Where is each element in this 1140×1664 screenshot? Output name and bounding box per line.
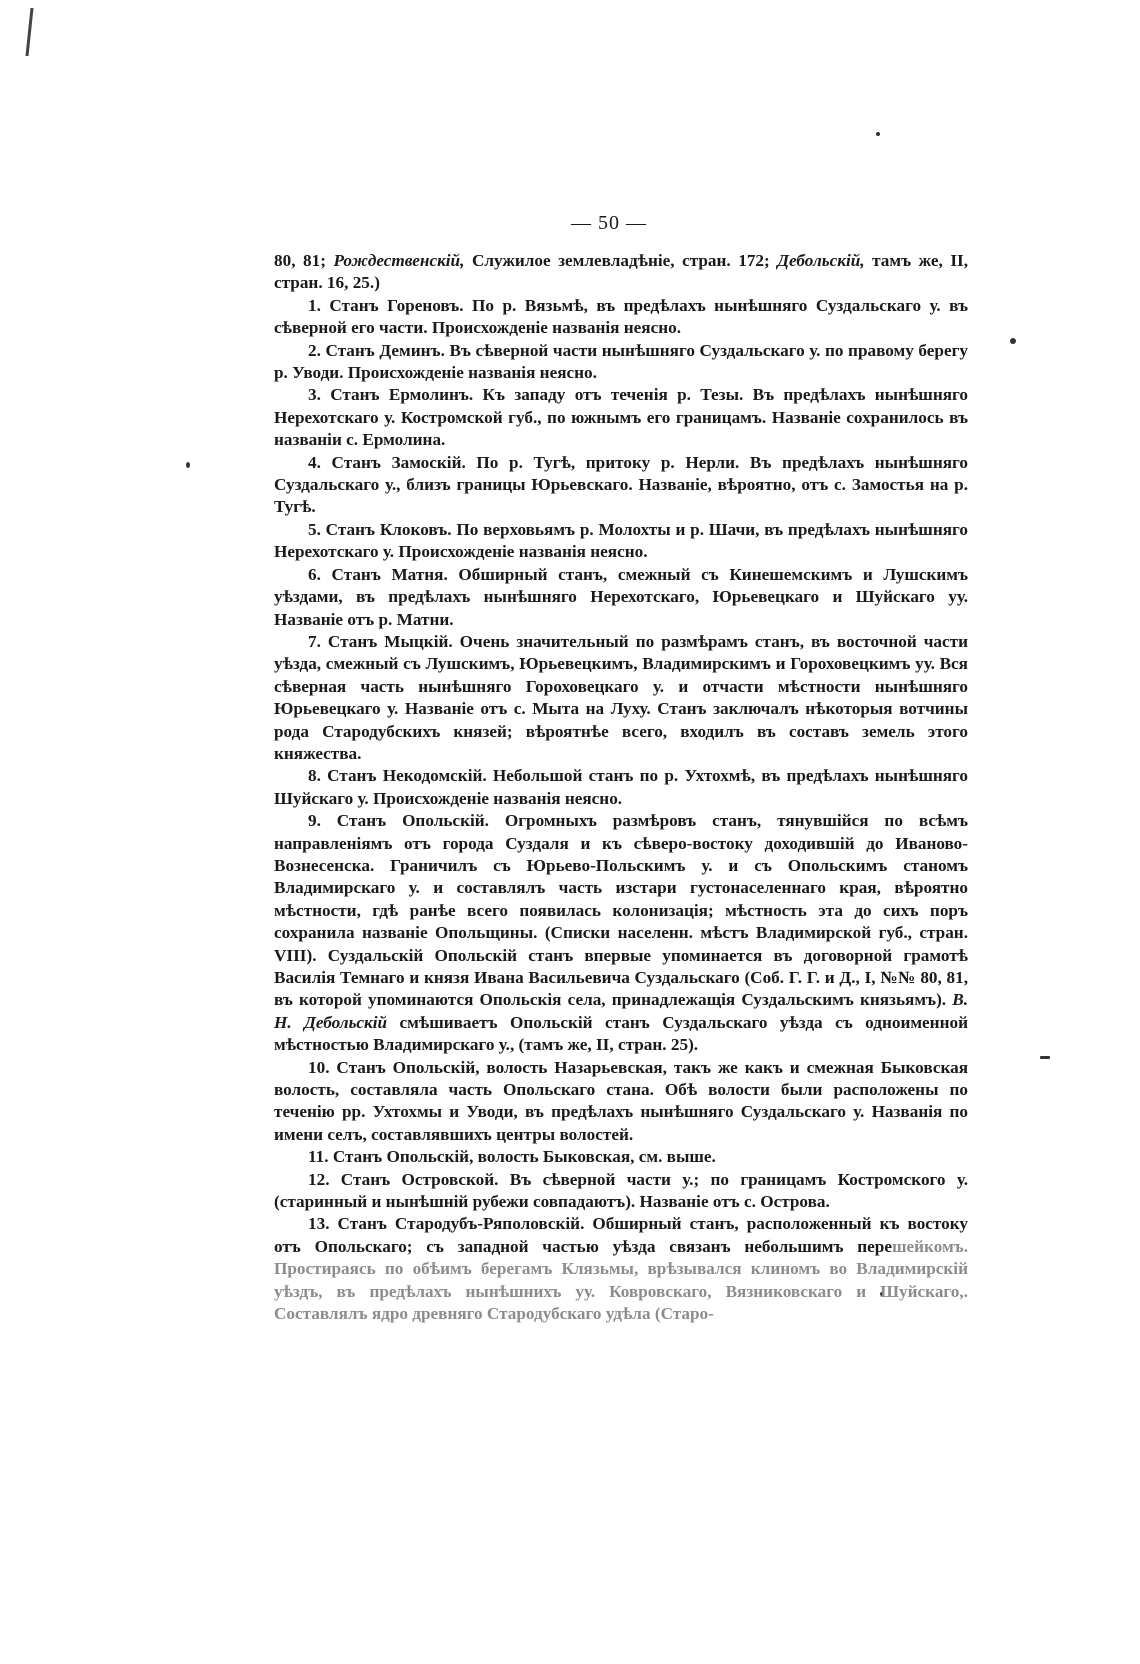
entry-13-text: 13. Станъ Стародубъ-Ряполовскій. Обширный станъ, расположенный къ востоку отъ Опольскаго; съ западной частью уѣзда связанъ небольшимъ пере: [274, 1214, 968, 1256]
entry-13: [274, 1213, 968, 1325]
entry-1: 1. Станъ Гореновъ. По р. Вязьмѣ, въ предѣлахъ нынѣшняго Суздальскаго у. въ сѣверной его части. Происхожденіе названія неясно.: [274, 295, 968, 338]
entry-11: 11. Станъ Опольскій, волость Быковская, см. выше.: [308, 1147, 716, 1167]
author-name: В. Н. Дебольскій: [274, 990, 968, 1032]
entry-4: 4. Станъ Замоскій. По р. Тугѣ, притоку р. Нерли. Въ предѣлахъ нынѣшняго Суздальскаго у., близъ границы Юрьевскаго. Названіе, вѣроятно, отъ с. Замостья на р. Тугѣ.: [274, 452, 968, 517]
entry-13-faded-text: шейкомъ. Простираясь по обѣимъ берегамъ Клязьмы, врѣзывался клиномъ во Владимирскій уѣздъ, въ предѣлахъ нынѣшнихъ уу. Ковровскаго, Вязниковскаго и Шуйскаго,. Составлялъ ядро древняго Стародубскаго удѣла (Старо-: [274, 1236, 968, 1324]
entry-12: 12. Станъ Островской. Въ сѣверной части у.; по границамъ Костромского у. (старинный и нынѣшній рубежи совпадаютъ). Названіе отъ с. Острова.: [274, 1169, 968, 1212]
entry-9-text: смѣшиваетъ Опольскій станъ Суздальскаго уѣзда съ одноименной мѣстностью Владимирскаго у., (тамъ же, II, стран. 25).: [274, 1012, 968, 1055]
entry-9: [274, 810, 968, 1056]
entry-9-text: 9. Станъ Опольскій. Огромныхъ размѣровъ станъ, тянувшійся по всѣмъ направленіямъ отъ города Суздаля и къ сѣверо-востоку доходившій до Иваново-Вознесенска. Граничилъ съ Юрьево-Польскимъ у. и съ Опольскимъ станомъ Владимирскаго у. и составлялъ часть изстари густонаселеннаго края, вѣроятно мѣстности, гдѣ ранѣе всего появилась колонизація; мѣстность эта до сихъ поръ сохранила названіе Опольщины. (Списки населенн. мѣстъ Владимирской губ., стран. VIII). Суздальскій Опольскій станъ впервые упоминается въ договорной грамотѣ Василія Темнаго и князя Ивана Васильевича Суздальскаго (Соб. Г. Г. и Д., I, №№ 80, 81, въ которой упоминаются Опольскія села, принадлежащія Суздальскимъ князьямъ).: [274, 811, 968, 1010]
entry-2: 2. Станъ Деминъ. Въ сѣверной части нынѣшняго Суздальскаго у. по правому берегу р. Уводи. Происхожденіе названія неясно.: [274, 340, 968, 383]
scan-edge-mark: [25, 8, 33, 56]
author-name: Рождественскій,: [333, 251, 465, 270]
intro-text: 80, 81;: [274, 251, 334, 270]
entry-10: 10. Станъ Опольскій, волость Назарьевская, такъ же какъ и смежная Быковская волость, составляла часть Опольскаго стана. Обѣ волости были расположены по теченію рр. Ухтохмы и Уводи, въ предѣлахъ нынѣшняго Суздальскаго у. Названія по имени селъ, составлявшихъ центры волостей.: [274, 1057, 968, 1144]
intro-text: Служилое землевладѣніе, стран. 172;: [464, 251, 778, 270]
scan-speck: [1010, 338, 1016, 344]
entry-8: 8. Станъ Некодомскій. Небольшой станъ по р. Ухтохмѣ, въ предѣлахъ нынѣшняго Шуйскаго у. Происхожденіе названія неясно.: [274, 766, 968, 808]
scan-speck: [1040, 1056, 1050, 1059]
intro-text: тамъ же, II, стран. 16, 25.): [274, 251, 968, 293]
scan-speck: [186, 462, 190, 468]
scan-speck: [876, 132, 880, 136]
entry-5: 5. Станъ Клоковъ. По верховьямъ р. Молохты и р. Шачи, въ предѣлахъ нынѣшняго Нерехотскаго у. Происхожденіе названія неясно.: [274, 519, 968, 562]
entry-3: 3. Станъ Ермолинъ. Къ западу отъ теченія р. Тезы. Въ предѣлахъ нынѣшняго Нерехотскаго у. Костромской губ., по южнымъ его границамъ. Названіе сохранилось въ названіи с. Ермолина.: [274, 385, 968, 450]
body-text: [274, 250, 968, 1326]
entry-6: 6. Станъ Матня. Обширный станъ, смежный съ Кинешемскимъ и Лушскимъ уѣздами, въ предѣлахъ нынѣшняго Нерехотскаго, Юрьевецкаго и Шуйскаго уу. Названіе отъ р. Матни.: [274, 564, 968, 629]
author-name: Дебольскій,: [777, 251, 865, 270]
intro-paragraph: [274, 250, 968, 295]
entry-7: 7. Станъ Мыцкій. Очень значительный по размѣрамъ станъ, въ восточной части уѣзда, смежный съ Лушскимъ, Юрьевецкимъ, Владимирскимъ и Гороховецкимъ уу. Вся сѣверная часть нынѣшняго Гороховецкаго у. и отчасти мѣстности нынѣшняго Юрьевецкаго у. Названіе отъ с. Мыта на Луху. Станъ заключалъ нѣкоторыя вотчины рода Стародубскихъ князей; вѣроятнѣе всего, входилъ въ составъ земель этого княжества.: [274, 631, 968, 763]
page-number: — 50 —: [571, 212, 647, 234]
